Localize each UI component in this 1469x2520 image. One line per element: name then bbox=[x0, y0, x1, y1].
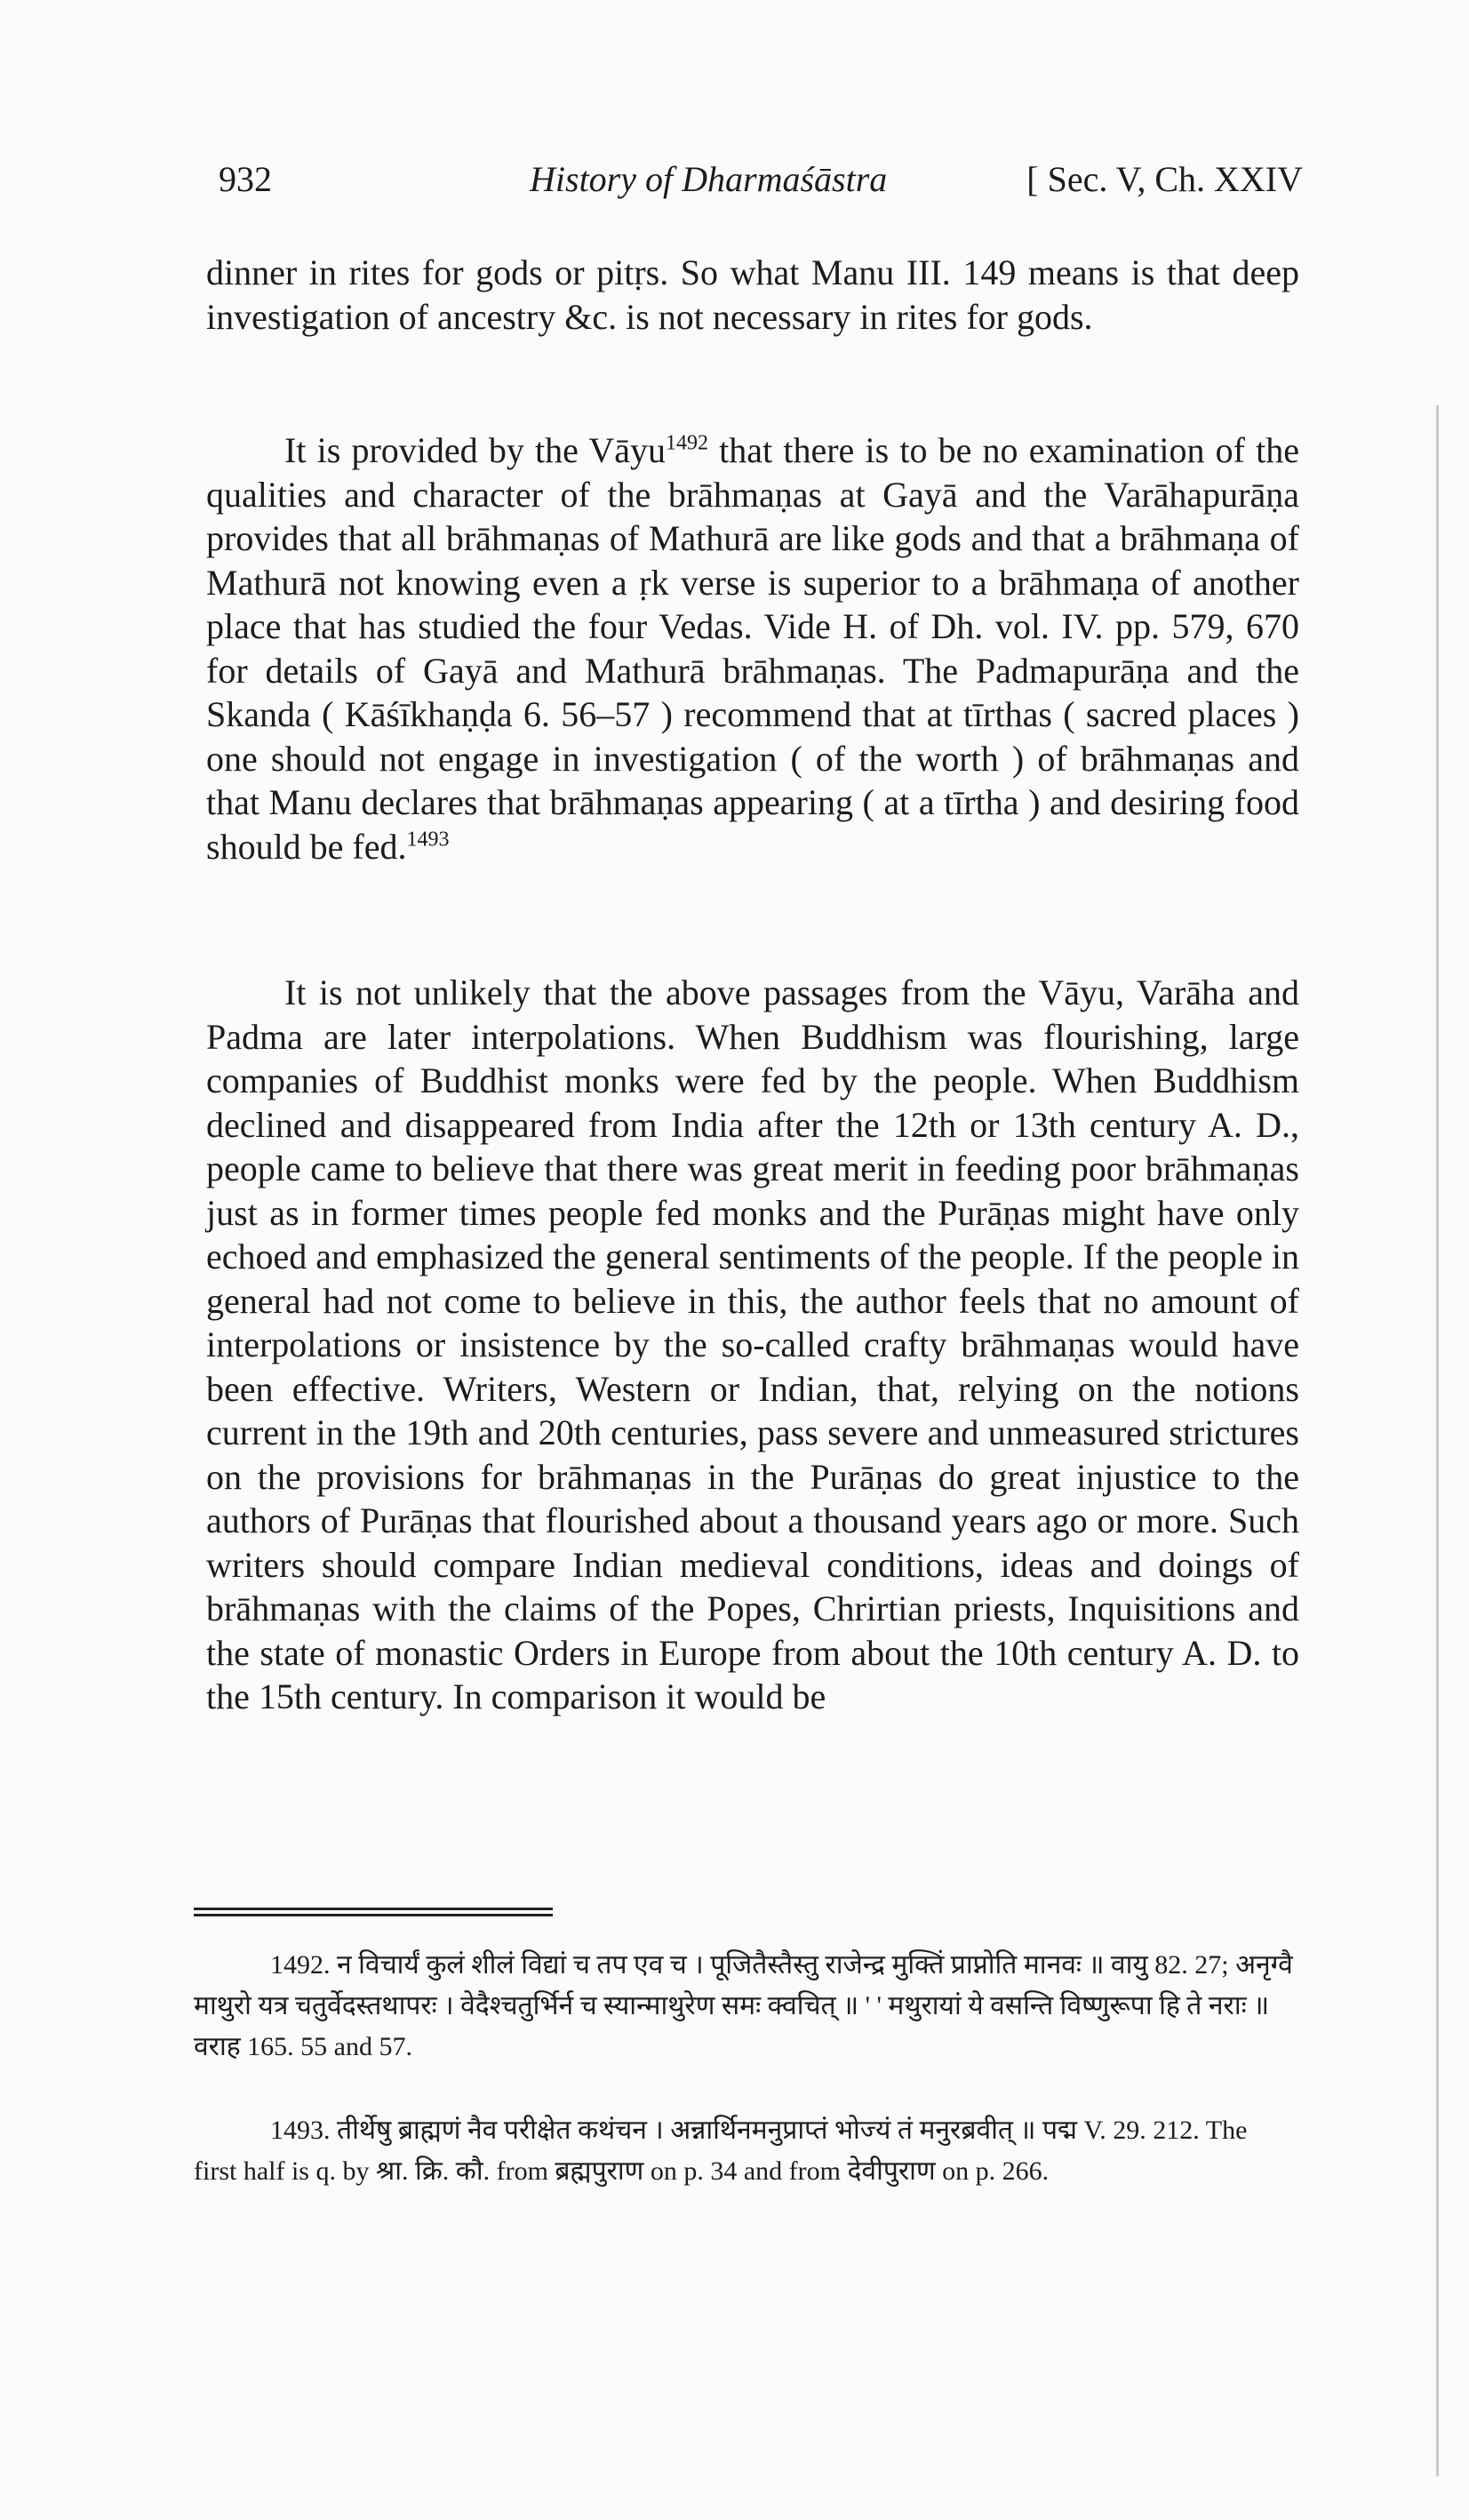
running-header bbox=[219, 158, 1303, 212]
footnote-divider bbox=[194, 1908, 553, 1916]
paragraph-vayu-text-b: that there is to be no examination of the qualities and character of the brāhmaṇas at Gayā and the Varāhapurāṇa provides that all brāhmaṇas of Mathurā are like gods and that a brāhmaṇa of Mathurā not knowing even a ṛk verse is superior to a brāhmaṇa of another place that has studied the four Vedas. Vide H. of Dh. vol. IV. pp. 579, 670 for details of Gayā and Mathurā brāhmaṇas. The Padmapurāṇa and the Skanda ( Kāśīkhaṇḍa 6. 56–57 ) recommend that at tīrthas ( sacred places ) one should not engage in investigation ( of the worth ) of brāhmaṇas and that Manu declares that brāhmaṇas appearing ( at a tīrtha ) and desiring food should be fed. bbox=[206, 430, 1299, 867]
footnote-text: तीर्थेषु ब्राह्मणं नैव परीक्षेत कथंचन । अन्नार्थिनमनुप्राप्तं भोज्यं तं मनुरब्रवीत् ॥ पद्म V. 29. 212. The first half is q. by श्रा. क्रि. कौ. from ब्रह्मपुराण on p. 34 and from देवीपुराण on p. 266. bbox=[194, 2116, 1248, 2186]
footnote-text: न विचार्यं कुलं शीलं विद्यां च तप एव च । पूजितैस्तैस्तु राजेन्द्र मुक्तिं प्राप्नोति मानवः ॥ वायु 82. 27; अनृग्वै माथुरो यत्र चतुर्वेदस्तथापरः । वेदैश्चतुर्भिर्न च स्यान्माथुरेण समः क्वचित् ॥ ' ' मथुरायां ये वसन्ति विष्णुरूपा हि ते नराः ॥ वराह 165. 55 and 57. bbox=[194, 1950, 1293, 2061]
paragraph-vayu-text-a: It is provided by the Vāyu bbox=[284, 430, 666, 470]
paragraph-vayu bbox=[206, 428, 1299, 868]
book-title: History of Dharmaśāstra bbox=[530, 159, 888, 199]
footnote-1492 bbox=[194, 1945, 1296, 2068]
footnote-ref-1493[interactable]: 1493 bbox=[406, 828, 450, 852]
footnote-number: 1493. bbox=[270, 2116, 331, 2145]
page-number: 932 bbox=[219, 159, 272, 199]
paragraph-interpolations: It is not unlikely that the above passages from the Vāyu, Varāha and Padma are later interpolations. When Buddhism was flourishing, large companies of Buddhist monks were fed by the people. When Buddhism declined and disappeared from India after the 12th or 13th century A. D., people came to believe that there was great merit in feeding poor brāhmaṇas just as in former times people fed monks and the Purāṇas might have only echoed and emphasized the general sentiments of the people. If the people in general had not come to believe in this, the author feels that no amount of interpolations or insistence by the so-called crafty brāhmaṇas would have been effective. Writers, Western or Indian, that, relying on the notions current in the 19th and 20th centuries, pass severe and unmeasured strictures on the provisions for brāhmaṇas in the Purāṇas do great injustice to the authors of Purāṇas that flourished about a thousand years ago or more. Such writers should compare Indian medieval conditions, ideas and doings of brāhmaṇas with the claims of the Popes, Chrirtian priests, Inquisitions and the state of monastic Orders in Europe from about the 10th century A. D. to the 15th century. In comparison it would be bbox=[206, 972, 1299, 1716]
paragraph-continuation: dinner in rites for gods or pitṛs. So what Manu III. 149 means is that deep investigation of ancestry &c. is not necessary in rites for gods. bbox=[206, 252, 1299, 337]
footnote-ref-1492[interactable]: 1492 bbox=[666, 431, 708, 455]
footnote-number: 1492. bbox=[270, 1950, 331, 1980]
footnote-1493 bbox=[194, 2110, 1296, 2192]
section-label: [ Sec. V, Ch. XXIV bbox=[1026, 159, 1303, 199]
scan-edge-line bbox=[1436, 405, 1439, 2476]
